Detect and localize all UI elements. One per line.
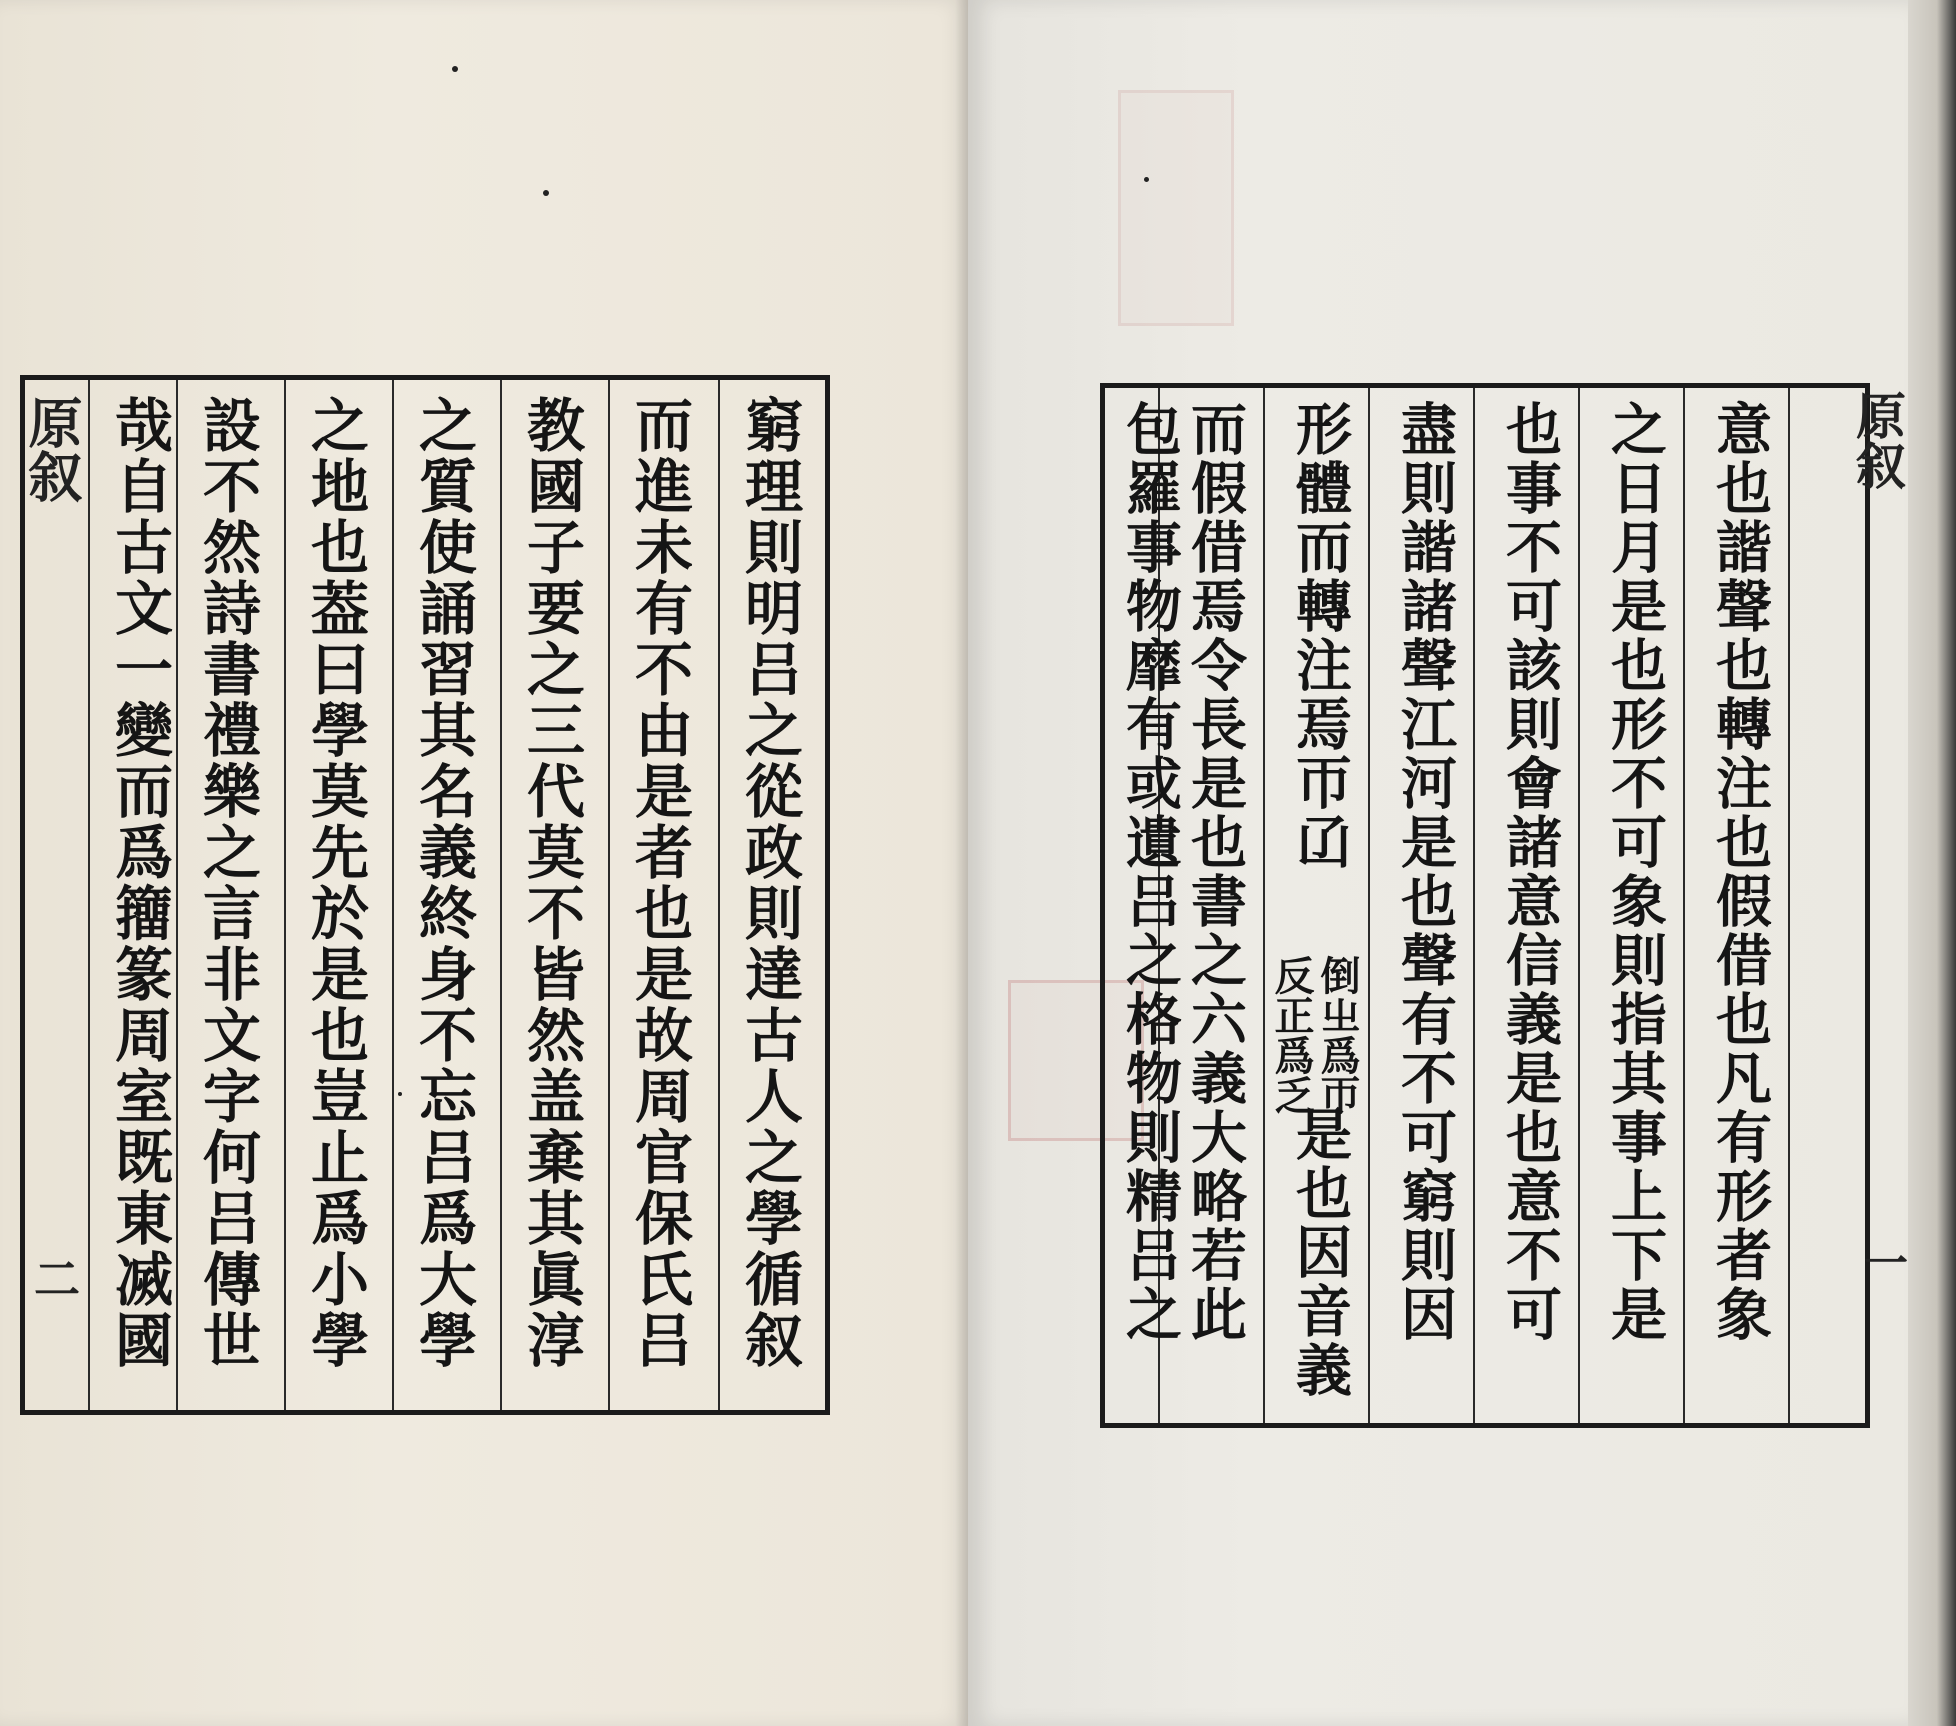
column-rule xyxy=(392,380,394,1410)
annotation-line-1: 倒㞢爲帀 xyxy=(1314,955,1361,1115)
text-column-2: 而進未有不由是者也是故周官保氏吕 xyxy=(625,395,693,1371)
column-rule xyxy=(608,380,610,1410)
column-rule xyxy=(1683,388,1685,1423)
margin-title: 原叙 xyxy=(1848,390,1907,490)
text-column-4: 盡則諧諸聲江河是也聲有不可窮則因 xyxy=(1392,400,1458,1344)
text-column-2: 之日月是也形不可象則指其事上下是 xyxy=(1602,400,1668,1344)
column-rule xyxy=(284,380,286,1410)
interlinear-annotation xyxy=(1268,955,1361,1115)
text-column-3: 也事不可該則會諸意信義是也意不可 xyxy=(1497,400,1563,1344)
margin-title: 原叙 xyxy=(20,395,84,503)
text-column-6: 設不然詩書禮樂之言非文字何吕傳世 xyxy=(193,395,261,1371)
left-page xyxy=(0,0,968,1726)
column-rule xyxy=(1788,388,1790,1423)
right-page xyxy=(968,0,1908,1726)
text-column-4: 之質使誦習其名義終身不忘吕爲大學 xyxy=(409,395,477,1371)
wormhole-mark xyxy=(452,66,458,72)
margin-page-number: 二 xyxy=(27,1255,81,1301)
text-column-1: 意也諧聲也轉注也假借也凡有形者象 xyxy=(1707,400,1773,1344)
column-rule xyxy=(1263,388,1265,1423)
page-edges xyxy=(1908,0,1956,1726)
faint-seal-impression xyxy=(1118,90,1234,326)
text-column-5-head: 形體而轉注焉帀𠙶 xyxy=(1287,400,1353,872)
text-column-3: 教國子要之三代莫不皆然盖棄其眞淳 xyxy=(517,395,585,1371)
text-column-1: 窮理則明吕之從政則達古人之學循叙 xyxy=(735,395,803,1371)
column-rule xyxy=(88,380,90,1410)
annotation-line-2: 反正爲乏 xyxy=(1268,955,1315,1115)
text-column-7: 包羅事物靡有或遺吕之格物則精吕之 xyxy=(1117,400,1183,1344)
text-column-7: 哉自古文一變而爲籒篆周室既東㓕國 xyxy=(105,395,173,1371)
margin-page-number: 一 xyxy=(1856,1240,1907,1284)
text-column-5-tail: 是也因音義 xyxy=(1287,1105,1353,1400)
wormhole-mark xyxy=(1144,177,1149,182)
column-rule xyxy=(1578,388,1580,1423)
column-rule xyxy=(500,380,502,1410)
text-column-5: 之地也葢曰學莫先於是也豈止爲小學 xyxy=(301,395,369,1371)
wormhole-mark xyxy=(543,190,549,196)
column-rule xyxy=(1473,388,1475,1423)
text-column-6: 而假借焉令長是也書之六義大略若此 xyxy=(1182,400,1248,1344)
column-rule xyxy=(1368,388,1370,1423)
column-rule xyxy=(718,380,720,1410)
